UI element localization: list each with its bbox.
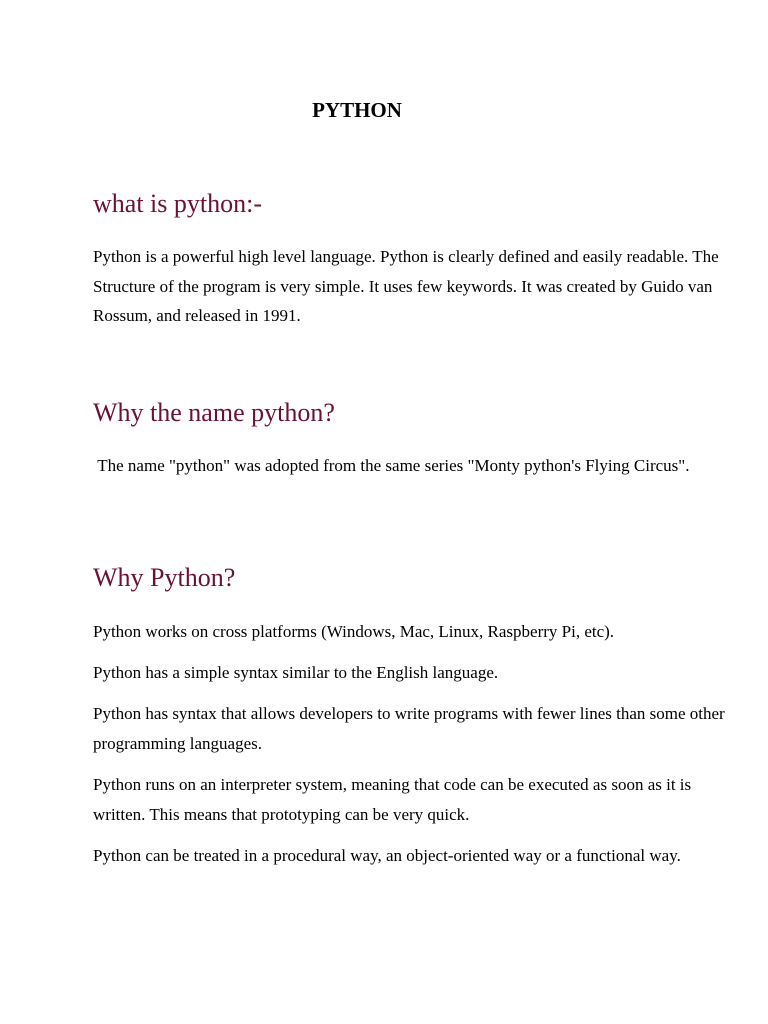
paragraph-name-origin: The name "python" was adopted from the same series "Monty python's Flying Circus".	[93, 456, 690, 475]
paragraph-paradigms: Python can be treated in a procedural way, an object-oriented way or a functional way.	[93, 846, 681, 865]
section-heading-why-python: Why Python?	[93, 563, 236, 592]
paragraph-interpreter: Python runs on an interpreter system, meaning that code can be executed as soon as it is written. This means that prototyping can be very quick.	[93, 775, 692, 824]
paragraph-cross-platform: Python works on cross platforms (Windows, Mac, Linux, Raspberry Pi, etc).	[93, 622, 615, 641]
paragraph-python-description: Python is a powerful high level language. Python is clearly defined and easily readable. The Structure of the program is very simple. It uses few keywords. It was created by Guido van Rossum, and released in 1991.	[93, 247, 719, 325]
document-title: PYTHON	[312, 98, 402, 122]
paragraph-fewer-lines: Python has syntax that allows developers to write programs with fewer lines than some other programming languages.	[93, 704, 725, 753]
paragraph-simple-syntax: Python has a simple syntax similar to the English language.	[93, 663, 499, 682]
section-heading-why-the-name: Why the name python?	[93, 398, 335, 427]
section-heading-what-is-python: what is python:-	[93, 189, 262, 218]
